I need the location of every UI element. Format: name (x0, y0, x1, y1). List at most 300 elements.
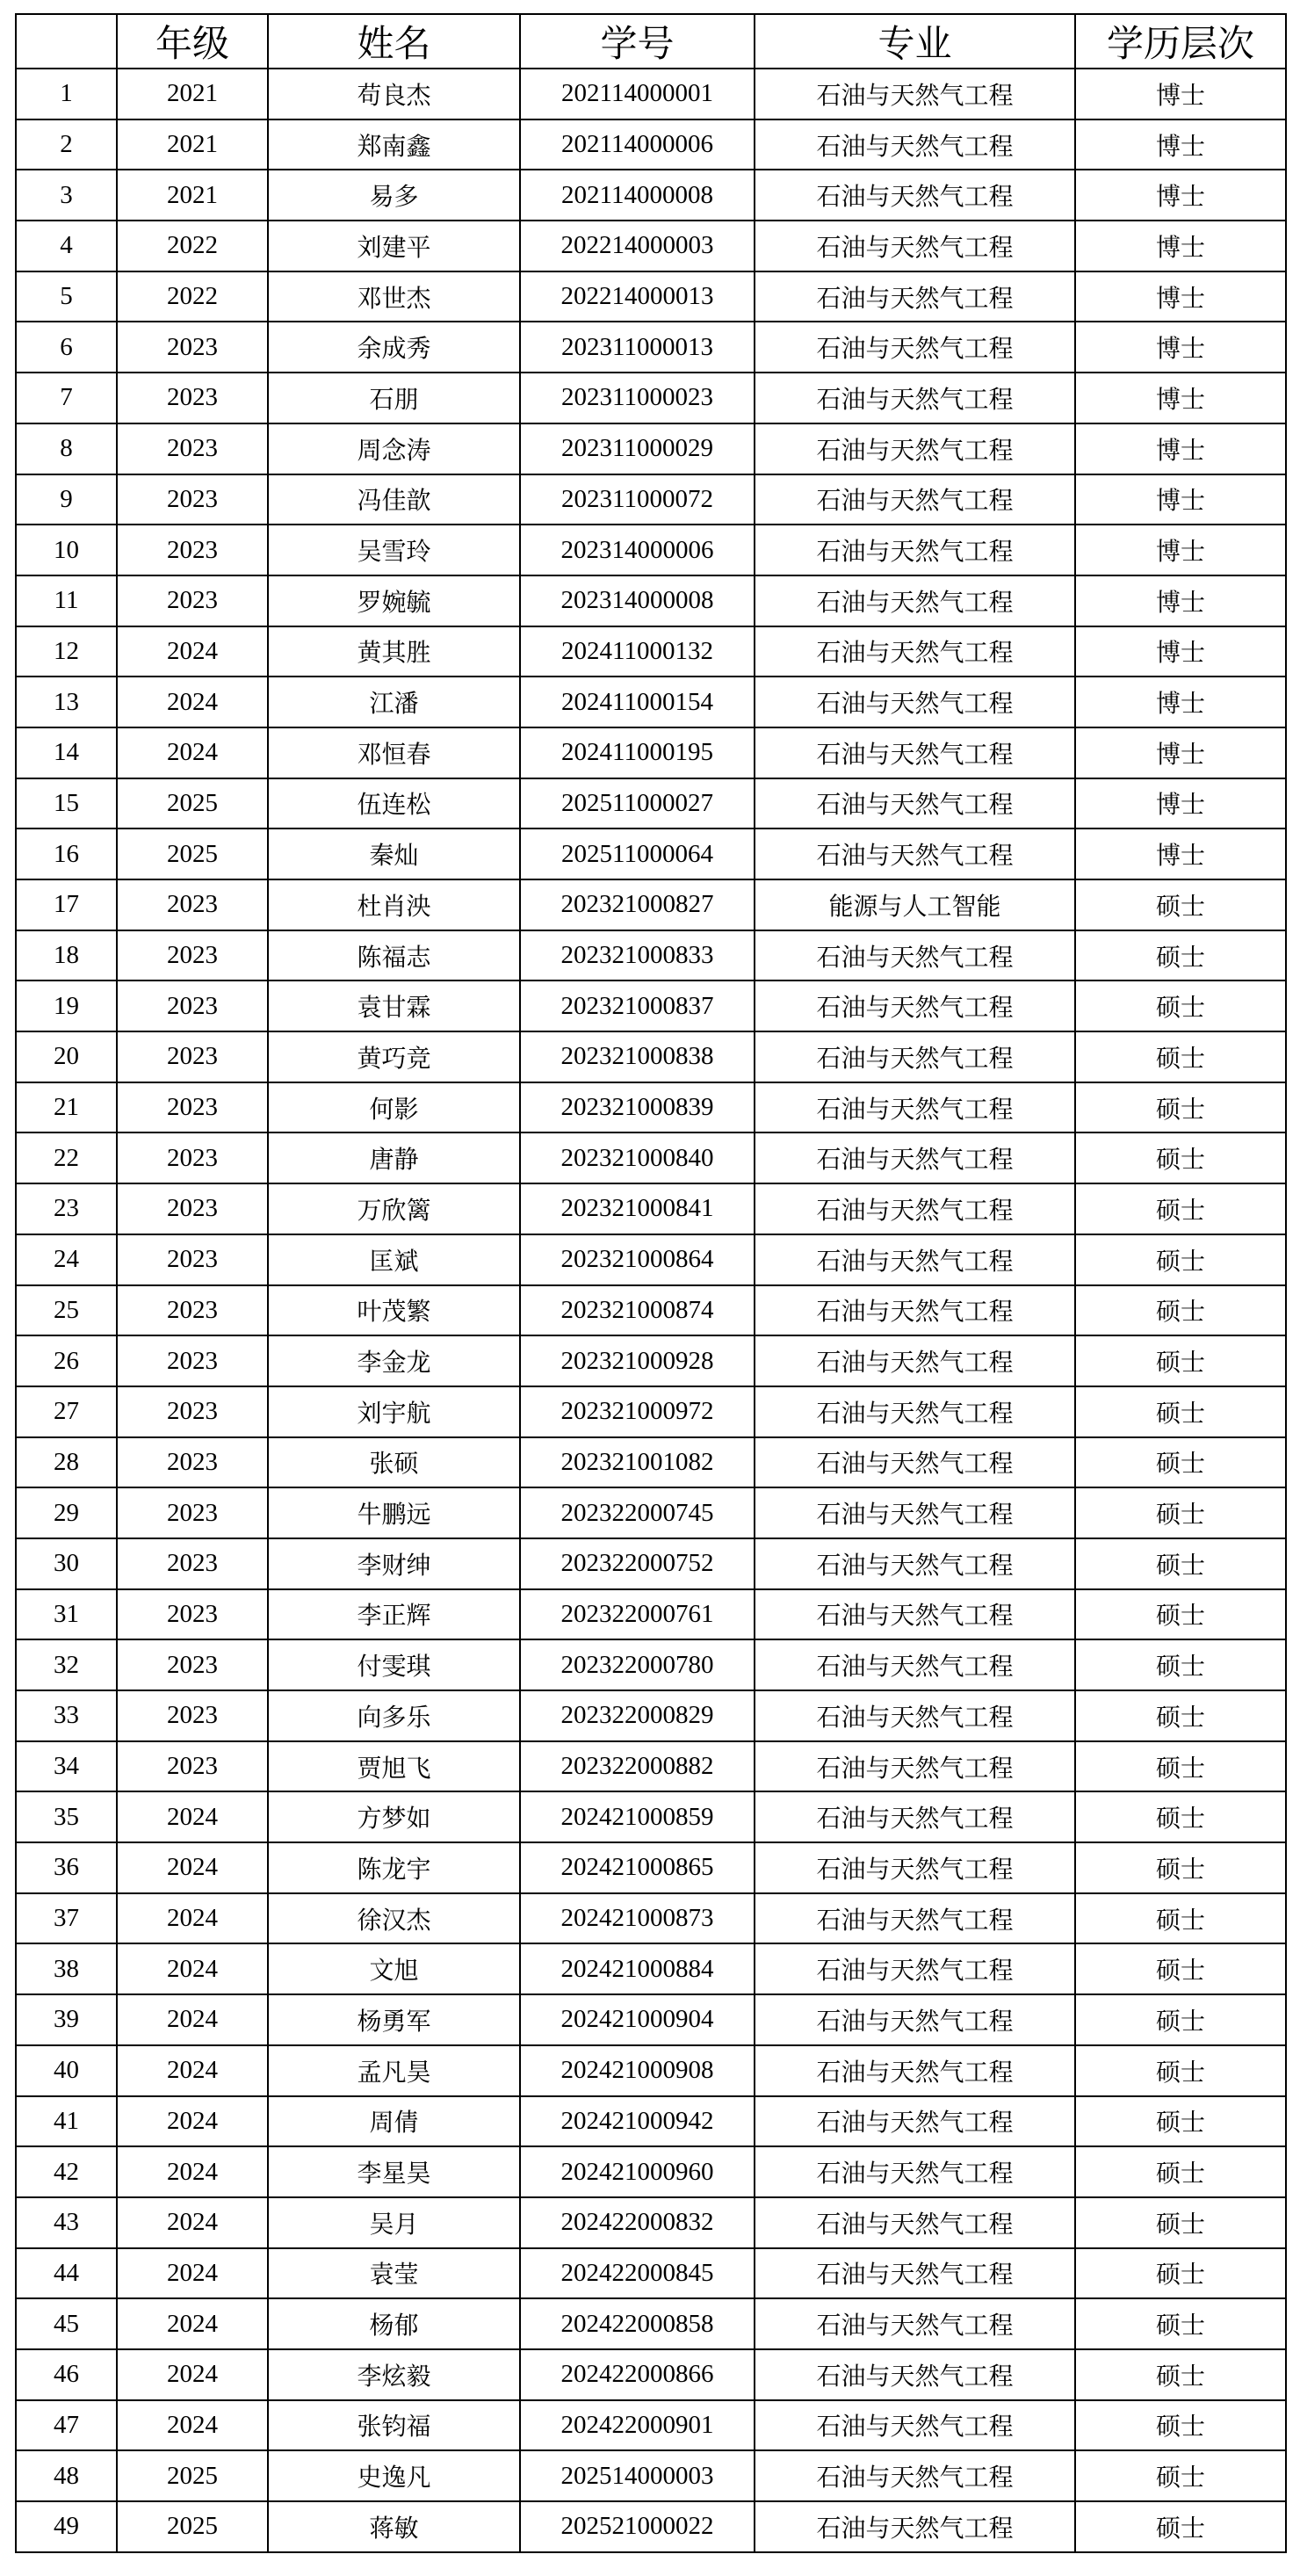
cell-student-id: 202311000013 (520, 322, 755, 373)
table-row (16, 2298, 1286, 2349)
cell-degree-level: 硕士 (1075, 2248, 1286, 2299)
cell-student-id: 202321000827 (520, 879, 755, 930)
table-row (16, 1234, 1286, 1285)
cell-student-id: 202114000008 (520, 170, 755, 221)
cell-degree-level: 博士 (1075, 626, 1286, 677)
cell-degree-level: 硕士 (1075, 1487, 1286, 1538)
cell-major: 石油与天然气工程 (755, 1690, 1075, 1741)
cell-name: 叶茂繁 (268, 1285, 520, 1336)
cell-no: 6 (16, 322, 117, 373)
cell-name: 方梦如 (268, 1791, 520, 1842)
cell-name: 牛鹏远 (268, 1487, 520, 1538)
cell-student-id: 202321000864 (520, 1234, 755, 1285)
cell-no: 26 (16, 1335, 117, 1386)
cell-grade: 2023 (117, 1285, 268, 1336)
table-row (16, 119, 1286, 170)
cell-name: 袁莹 (268, 2248, 520, 2299)
cell-major: 石油与天然气工程 (755, 1589, 1075, 1640)
cell-grade: 2023 (117, 373, 268, 423)
cell-degree-level: 硕士 (1075, 2045, 1286, 2096)
cell-no: 1 (16, 69, 117, 119)
cell-degree-level: 博士 (1075, 119, 1286, 170)
cell-student-id: 202114000001 (520, 69, 755, 119)
table-row (16, 626, 1286, 677)
cell-major: 石油与天然气工程 (755, 1335, 1075, 1386)
cell-name: 杨郁 (268, 2298, 520, 2349)
cell-major: 石油与天然气工程 (755, 1234, 1075, 1285)
cell-name: 吴雪玲 (268, 525, 520, 575)
cell-degree-level: 博士 (1075, 778, 1286, 829)
table-row (16, 1132, 1286, 1183)
cell-major: 石油与天然气工程 (755, 1791, 1075, 1842)
cell-name: 陈福志 (268, 930, 520, 981)
table-row (16, 322, 1286, 373)
cell-name: 伍连松 (268, 778, 520, 829)
cell-no: 39 (16, 1994, 117, 2045)
cell-grade: 2025 (117, 778, 268, 829)
cell-name: 秦灿 (268, 829, 520, 879)
cell-degree-level: 博士 (1075, 829, 1286, 879)
cell-major: 石油与天然气工程 (755, 221, 1075, 271)
cell-no: 28 (16, 1437, 117, 1488)
cell-name: 文旭 (268, 1943, 520, 1994)
cell-student-id: 202314000006 (520, 525, 755, 575)
cell-grade: 2024 (117, 1943, 268, 1994)
cell-grade: 2025 (117, 2450, 268, 2501)
cell-name: 冯佳歆 (268, 474, 520, 525)
cell-degree-level: 博士 (1075, 677, 1286, 727)
cell-student-id: 202314000008 (520, 575, 755, 626)
cell-student-id: 202322000882 (520, 1741, 755, 1792)
cell-degree-level: 硕士 (1075, 2197, 1286, 2248)
cell-grade: 2023 (117, 1234, 268, 1285)
cell-major: 石油与天然气工程 (755, 980, 1075, 1031)
cell-major: 石油与天然气工程 (755, 2298, 1075, 2349)
cell-student-id: 202422000858 (520, 2298, 755, 2349)
table-row (16, 1335, 1286, 1386)
cell-no: 12 (16, 626, 117, 677)
cell-student-id: 202421000873 (520, 1893, 755, 1944)
cell-no: 2 (16, 119, 117, 170)
cell-degree-level: 硕士 (1075, 1082, 1286, 1133)
cell-major: 石油与天然气工程 (755, 1487, 1075, 1538)
cell-degree-level: 博士 (1075, 575, 1286, 626)
cell-no: 15 (16, 778, 117, 829)
cell-no: 30 (16, 1538, 117, 1589)
cell-name: 史逸凡 (268, 2450, 520, 2501)
cell-degree-level: 博士 (1075, 221, 1286, 271)
cell-no: 14 (16, 727, 117, 778)
table-row (16, 879, 1286, 930)
table-row (16, 1487, 1286, 1538)
table-row (16, 1082, 1286, 1133)
cell-major: 石油与天然气工程 (755, 1386, 1075, 1437)
cell-no: 16 (16, 829, 117, 879)
cell-major: 石油与天然气工程 (755, 778, 1075, 829)
cell-no: 22 (16, 1132, 117, 1183)
table-row (16, 1031, 1286, 1082)
cell-degree-level: 硕士 (1075, 2096, 1286, 2147)
cell-major: 石油与天然气工程 (755, 2450, 1075, 2501)
cell-no: 38 (16, 1943, 117, 1994)
cell-name: 易多 (268, 170, 520, 221)
cell-degree-level: 博士 (1075, 474, 1286, 525)
table-row (16, 1842, 1286, 1893)
cell-grade: 2023 (117, 1183, 268, 1234)
cell-name: 唐静 (268, 1132, 520, 1183)
cell-student-id: 202321000972 (520, 1386, 755, 1437)
table-row (16, 727, 1286, 778)
cell-grade: 2024 (117, 2197, 268, 2248)
cell-grade: 2023 (117, 980, 268, 1031)
cell-major: 石油与天然气工程 (755, 1943, 1075, 1994)
cell-name: 蒋敏 (268, 2501, 520, 2552)
cell-student-id: 202421000865 (520, 1842, 755, 1893)
cell-grade: 2024 (117, 2045, 268, 2096)
cell-major: 石油与天然气工程 (755, 119, 1075, 170)
cell-no: 32 (16, 1639, 117, 1690)
cell-grade: 2023 (117, 1386, 268, 1437)
cell-major: 石油与天然气工程 (755, 1183, 1075, 1234)
cell-major: 石油与天然气工程 (755, 626, 1075, 677)
cell-degree-level: 硕士 (1075, 930, 1286, 981)
cell-grade: 2023 (117, 879, 268, 930)
table-row (16, 474, 1286, 525)
cell-student-id: 202421000904 (520, 1994, 755, 2045)
cell-name: 李星昊 (268, 2146, 520, 2197)
cell-degree-level: 硕士 (1075, 980, 1286, 1031)
cell-student-id: 202422000832 (520, 2197, 755, 2248)
cell-name: 苟良杰 (268, 69, 520, 119)
cell-student-id: 202411000154 (520, 677, 755, 727)
cell-name: 周念涛 (268, 423, 520, 474)
cell-grade: 2023 (117, 1741, 268, 1792)
cell-grade: 2024 (117, 2096, 268, 2147)
cell-grade: 2023 (117, 1437, 268, 1488)
cell-student-id: 202411000132 (520, 626, 755, 677)
table-row (16, 1386, 1286, 1437)
cell-degree-level: 博士 (1075, 69, 1286, 119)
cell-name: 袁甘霖 (268, 980, 520, 1031)
cell-student-id: 202214000013 (520, 271, 755, 322)
table-row (16, 271, 1286, 322)
cell-major: 石油与天然气工程 (755, 2197, 1075, 2248)
table-row (16, 778, 1286, 829)
cell-name: 张钧福 (268, 2400, 520, 2451)
cell-no: 44 (16, 2248, 117, 2299)
cell-name: 向多乐 (268, 1690, 520, 1741)
table-row (16, 2045, 1286, 2096)
cell-student-id: 202322000745 (520, 1487, 755, 1538)
cell-name: 何影 (268, 1082, 520, 1133)
cell-degree-level: 硕士 (1075, 1943, 1286, 1994)
cell-degree-level: 硕士 (1075, 1893, 1286, 1944)
cell-no: 20 (16, 1031, 117, 1082)
cell-student-id: 202421000859 (520, 1791, 755, 1842)
cell-major: 石油与天然气工程 (755, 2248, 1075, 2299)
cell-student-id: 202311000023 (520, 373, 755, 423)
cell-no: 42 (16, 2146, 117, 2197)
cell-no: 8 (16, 423, 117, 474)
cell-degree-level: 硕士 (1075, 2450, 1286, 2501)
cell-degree-level: 硕士 (1075, 1589, 1286, 1640)
cell-name: 吴月 (268, 2197, 520, 2248)
cell-major: 能源与人工智能 (755, 879, 1075, 930)
cell-no: 41 (16, 2096, 117, 2147)
cell-grade: 2023 (117, 1639, 268, 1690)
cell-student-id: 202421000884 (520, 1943, 755, 1994)
cell-no: 45 (16, 2298, 117, 2349)
cell-name: 郑南鑫 (268, 119, 520, 170)
cell-student-id: 202214000003 (520, 221, 755, 271)
cell-major: 石油与天然气工程 (755, 575, 1075, 626)
cell-grade: 2023 (117, 1690, 268, 1741)
table-row (16, 2501, 1286, 2552)
table-row (16, 170, 1286, 221)
cell-major: 石油与天然气工程 (755, 727, 1075, 778)
table-row (16, 423, 1286, 474)
table-row (16, 1639, 1286, 1690)
cell-grade: 2023 (117, 575, 268, 626)
table-row (16, 525, 1286, 575)
cell-major: 石油与天然气工程 (755, 2349, 1075, 2400)
table-row (16, 2197, 1286, 2248)
cell-major: 石油与天然气工程 (755, 1082, 1075, 1133)
cell-student-id: 202311000072 (520, 474, 755, 525)
cell-major: 石油与天然气工程 (755, 1437, 1075, 1488)
header-degree-level: 学历层次 (1075, 14, 1286, 69)
cell-degree-level: 硕士 (1075, 879, 1286, 930)
student-table (15, 13, 1287, 2553)
cell-major: 石油与天然气工程 (755, 2146, 1075, 2197)
cell-no: 3 (16, 170, 117, 221)
cell-grade: 2023 (117, 474, 268, 525)
cell-name: 杨勇军 (268, 1994, 520, 2045)
cell-grade: 2023 (117, 1132, 268, 1183)
table-row (16, 69, 1286, 119)
cell-grade: 2024 (117, 1791, 268, 1842)
cell-name: 陈龙宇 (268, 1842, 520, 1893)
cell-no: 25 (16, 1285, 117, 1336)
cell-degree-level: 硕士 (1075, 1031, 1286, 1082)
cell-student-id: 202322000829 (520, 1690, 755, 1741)
cell-degree-level: 博士 (1075, 525, 1286, 575)
cell-degree-level: 硕士 (1075, 2501, 1286, 2552)
cell-major: 石油与天然气工程 (755, 170, 1075, 221)
cell-degree-level: 博士 (1075, 322, 1286, 373)
cell-major: 石油与天然气工程 (755, 474, 1075, 525)
table-row (16, 1893, 1286, 1944)
cell-degree-level: 硕士 (1075, 1386, 1286, 1437)
cell-student-id: 202511000027 (520, 778, 755, 829)
cell-name: 周倩 (268, 2096, 520, 2147)
cell-name: 徐汉杰 (268, 1893, 520, 1944)
cell-degree-level: 硕士 (1075, 1842, 1286, 1893)
cell-name: 万欣篱 (268, 1183, 520, 1234)
cell-name: 李正辉 (268, 1589, 520, 1640)
table-row (16, 2248, 1286, 2299)
cell-grade: 2023 (117, 423, 268, 474)
cell-name: 杜肖泱 (268, 879, 520, 930)
cell-student-id: 202321000841 (520, 1183, 755, 1234)
table-row (16, 1741, 1286, 1792)
table-row (16, 980, 1286, 1031)
cell-name: 刘宇航 (268, 1386, 520, 1437)
cell-no: 49 (16, 2501, 117, 2552)
cell-grade: 2024 (117, 2400, 268, 2451)
cell-student-id: 202521000022 (520, 2501, 755, 2552)
cell-grade: 2024 (117, 626, 268, 677)
cell-name: 邓恒春 (268, 727, 520, 778)
cell-no: 17 (16, 879, 117, 930)
cell-name: 匡斌 (268, 1234, 520, 1285)
cell-major: 石油与天然气工程 (755, 677, 1075, 727)
cell-degree-level: 博士 (1075, 373, 1286, 423)
cell-major: 石油与天然气工程 (755, 1031, 1075, 1082)
cell-major: 石油与天然气工程 (755, 2045, 1075, 2096)
cell-name: 黄巧竞 (268, 1031, 520, 1082)
cell-major: 石油与天然气工程 (755, 2096, 1075, 2147)
cell-no: 43 (16, 2197, 117, 2248)
cell-major: 石油与天然气工程 (755, 1132, 1075, 1183)
cell-degree-level: 博士 (1075, 423, 1286, 474)
table-body (16, 69, 1286, 2552)
table-row (16, 221, 1286, 271)
cell-no: 34 (16, 1741, 117, 1792)
cell-student-id: 202311000029 (520, 423, 755, 474)
cell-grade: 2021 (117, 170, 268, 221)
cell-no: 27 (16, 1386, 117, 1437)
cell-student-id: 202321000838 (520, 1031, 755, 1082)
cell-degree-level: 硕士 (1075, 1791, 1286, 1842)
cell-degree-level: 硕士 (1075, 1183, 1286, 1234)
cell-name: 贾旭飞 (268, 1741, 520, 1792)
cell-name: 付雯琪 (268, 1639, 520, 1690)
header-no (16, 14, 117, 69)
cell-no: 7 (16, 373, 117, 423)
cell-student-id: 202421000942 (520, 2096, 755, 2147)
cell-major: 石油与天然气工程 (755, 2501, 1075, 2552)
cell-name: 孟凡昊 (268, 2045, 520, 2096)
cell-name: 张硕 (268, 1437, 520, 1488)
cell-name: 李金龙 (268, 1335, 520, 1386)
cell-no: 33 (16, 1690, 117, 1741)
cell-degree-level: 硕士 (1075, 1639, 1286, 1690)
cell-student-id: 202511000064 (520, 829, 755, 879)
cell-student-id: 202322000780 (520, 1639, 755, 1690)
cell-student-id: 202114000006 (520, 119, 755, 170)
cell-no: 11 (16, 575, 117, 626)
cell-major: 石油与天然气工程 (755, 1538, 1075, 1589)
cell-grade: 2023 (117, 1589, 268, 1640)
cell-degree-level: 硕士 (1075, 1437, 1286, 1488)
cell-grade: 2023 (117, 930, 268, 981)
cell-no: 35 (16, 1791, 117, 1842)
header-name: 姓名 (268, 14, 520, 69)
cell-grade: 2023 (117, 1335, 268, 1386)
cell-name: 李财绅 (268, 1538, 520, 1589)
cell-no: 10 (16, 525, 117, 575)
cell-student-id: 202422000845 (520, 2248, 755, 2299)
cell-grade: 2024 (117, 1994, 268, 2045)
cell-student-id: 202321000928 (520, 1335, 755, 1386)
cell-degree-level: 硕士 (1075, 1132, 1286, 1183)
cell-grade: 2024 (117, 1893, 268, 1944)
cell-name: 李炫毅 (268, 2349, 520, 2400)
cell-grade: 2024 (117, 2349, 268, 2400)
cell-student-id: 202421000908 (520, 2045, 755, 2096)
table-row (16, 2349, 1286, 2400)
cell-degree-level: 硕士 (1075, 1285, 1286, 1336)
cell-degree-level: 博士 (1075, 727, 1286, 778)
table-row (16, 1285, 1286, 1336)
cell-student-id: 202321000833 (520, 930, 755, 981)
header-major: 专业 (755, 14, 1075, 69)
cell-no: 48 (16, 2450, 117, 2501)
cell-name: 黄其胜 (268, 626, 520, 677)
table-row (16, 575, 1286, 626)
cell-grade: 2023 (117, 1031, 268, 1082)
cell-student-id: 202321000837 (520, 980, 755, 1031)
table-row (16, 1183, 1286, 1234)
cell-no: 24 (16, 1234, 117, 1285)
cell-grade: 2021 (117, 69, 268, 119)
cell-student-id: 202422000866 (520, 2349, 755, 2400)
cell-no: 29 (16, 1487, 117, 1538)
cell-grade: 2024 (117, 2248, 268, 2299)
cell-major: 石油与天然气工程 (755, 1893, 1075, 1944)
cell-grade: 2024 (117, 727, 268, 778)
cell-degree-level: 硕士 (1075, 1335, 1286, 1386)
cell-name: 江潘 (268, 677, 520, 727)
cell-student-id: 202321000840 (520, 1132, 755, 1183)
cell-degree-level: 博士 (1075, 170, 1286, 221)
cell-no: 31 (16, 1589, 117, 1640)
cell-student-id: 202321000839 (520, 1082, 755, 1133)
table-row (16, 1994, 1286, 2045)
cell-no: 5 (16, 271, 117, 322)
cell-no: 19 (16, 980, 117, 1031)
cell-grade: 2022 (117, 271, 268, 322)
cell-student-id: 202321001082 (520, 1437, 755, 1488)
cell-grade: 2023 (117, 1487, 268, 1538)
table-row (16, 1589, 1286, 1640)
cell-major: 石油与天然气工程 (755, 69, 1075, 119)
cell-major: 石油与天然气工程 (755, 322, 1075, 373)
cell-degree-level: 硕士 (1075, 2298, 1286, 2349)
cell-no: 18 (16, 930, 117, 981)
table-row (16, 930, 1286, 981)
cell-major: 石油与天然气工程 (755, 525, 1075, 575)
cell-no: 4 (16, 221, 117, 271)
cell-major: 石油与天然气工程 (755, 1994, 1075, 2045)
cell-name: 余成秀 (268, 322, 520, 373)
cell-no: 37 (16, 1893, 117, 1944)
cell-major: 石油与天然气工程 (755, 1741, 1075, 1792)
cell-grade: 2024 (117, 2146, 268, 2197)
cell-grade: 2023 (117, 1082, 268, 1133)
cell-no: 23 (16, 1183, 117, 1234)
cell-no: 40 (16, 2045, 117, 2096)
cell-degree-level: 硕士 (1075, 1690, 1286, 1741)
table-row (16, 373, 1286, 423)
cell-name: 邓世杰 (268, 271, 520, 322)
cell-no: 21 (16, 1082, 117, 1133)
cell-grade: 2023 (117, 1538, 268, 1589)
header-grade: 年级 (117, 14, 268, 69)
cell-major: 石油与天然气工程 (755, 930, 1075, 981)
table-row (16, 2146, 1286, 2197)
